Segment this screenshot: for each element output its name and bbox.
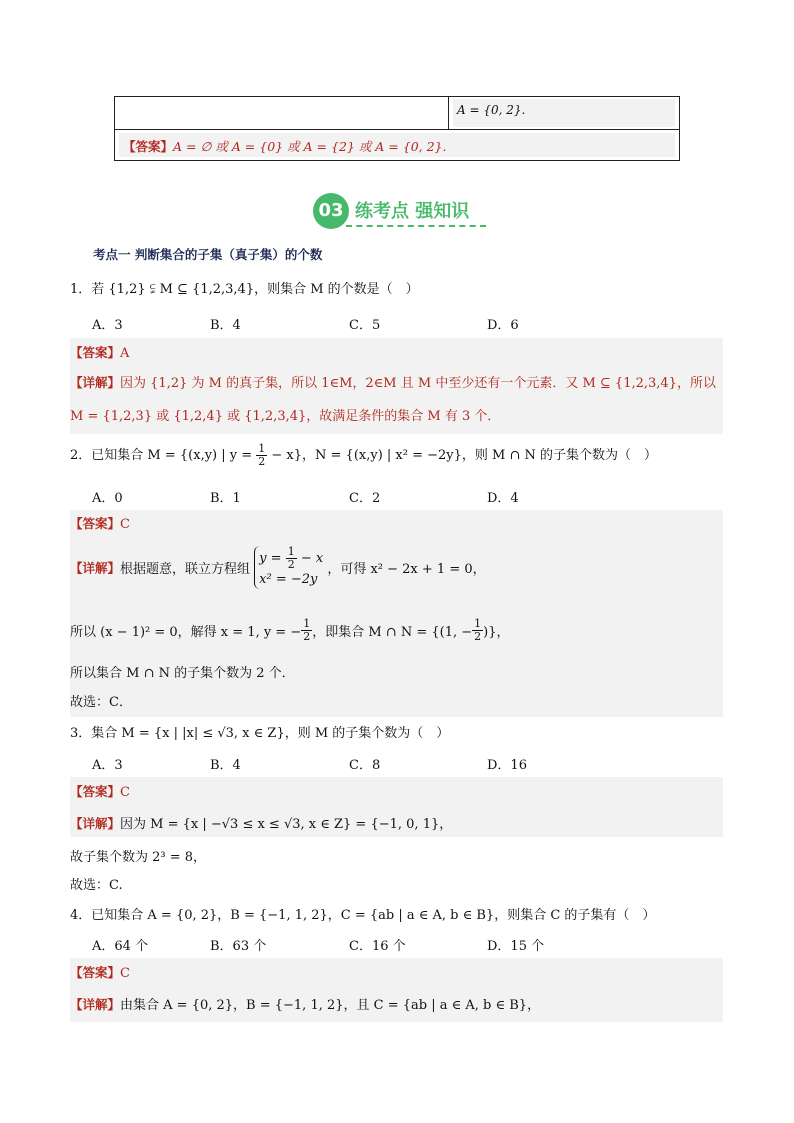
q2-line2-b: ，即集合 M ∩ N = {(1, − — [312, 625, 473, 640]
top-table — [114, 96, 680, 161]
q3-answer — [70, 782, 130, 800]
q2-detail-b: ，可得 x² − 2x + 1 = 0， — [327, 562, 486, 577]
section-title: 练考点 强知识 — [355, 201, 470, 222]
q2-option-d: D．4 — [487, 491, 519, 506]
q2-line2-frac-2 — [472, 618, 483, 643]
answer-label: 【答案】 — [70, 345, 121, 360]
frac-den: 2 — [474, 630, 482, 643]
q2-stem-a: 2．已知集合 M = — [70, 448, 176, 463]
table-answer-text: A = ∅ 或 A = {0} 或 A = {2} 或 A = {0, 2}. — [173, 139, 447, 154]
q2-answer-value: C — [120, 517, 130, 532]
q3-stem: 3．集合 M = {x | |x| ≤ √3, x ∈ Z}，则 M 的子集个数为（ ） — [70, 726, 450, 741]
q2-option-c: C．2 — [349, 491, 381, 506]
q4-answer-value: C — [120, 966, 130, 981]
detail-label: 【详解】 — [70, 375, 121, 390]
q1-answer-value: A — [120, 346, 130, 361]
frac-num: 1 — [474, 617, 482, 630]
q3-detail-1 — [70, 813, 452, 832]
q4-option-b: B．63 个 — [210, 939, 267, 954]
q3-option-b: B．4 — [210, 758, 241, 773]
frac-den: 2 — [287, 558, 295, 571]
frac-num: 1 — [287, 545, 295, 558]
q2-stem — [70, 443, 657, 468]
q4-option-a: A．64 个 — [92, 939, 149, 954]
answer-label: 【答案】 — [70, 516, 121, 531]
q3-detail-text: 因为 M = {x | −√3 ≤ x ≤ √3, x ∈ Z} = {−1, 0, 1}， — [120, 817, 453, 832]
section-underline — [346, 225, 486, 227]
q2-stem-b: {(x,y) | y = — [179, 448, 257, 463]
q1-detail-2: M = {1,2,3} 或 {1,2,4} 或 {1,2,3,4}，故满足条件的集合 M 有 3 个． — [70, 409, 501, 424]
detail-label: 【详解】 — [70, 816, 121, 831]
sys-line-1 — [259, 546, 323, 571]
q2-detail-4: 故选：C． — [70, 695, 132, 710]
q2-detail-1 — [70, 546, 486, 589]
q1-detail-1 — [70, 372, 716, 391]
q2-answer — [70, 514, 130, 532]
detail-label: 【详解】 — [70, 560, 121, 576]
sys-line-2: x² = −2y — [259, 572, 318, 587]
q2-line2-frac-1 — [301, 618, 312, 643]
q4-stem: 4．已知集合 A = {0, 2}，B = {−1, 1, 2}，C = {ab | a ∈ A, b ∈ B}，则集合 C 的子集有（ ） — [70, 908, 656, 923]
q2-line2-c: )}， — [483, 625, 510, 640]
answer-label: 【答案】 — [70, 784, 121, 799]
q2-detail-a: 根据题意，联立方程组 — [120, 562, 251, 577]
table-divider-h — [115, 129, 679, 130]
q2-stem-c: − x}，N = {(x,y) | x² = −2y}，则 M ∩ N 的子集个数为（ ） — [267, 448, 658, 463]
sys-line-1-a: y = — [259, 551, 286, 566]
frac-den: 2 — [303, 630, 311, 643]
table-cell-text: A = {0, 2}. — [457, 103, 526, 117]
frac-num: 1 — [258, 442, 266, 455]
q4-answer — [70, 963, 130, 981]
q3-answer-value: C — [120, 785, 130, 800]
q2-option-a: A．0 — [92, 491, 123, 506]
q1-option-c: C．5 — [349, 318, 381, 333]
q2-option-b: B．1 — [210, 491, 241, 506]
topic-heading: 考点一 判断集合的子集（真子集）的个数 — [93, 247, 323, 262]
section-number-badge: 03 — [313, 193, 349, 229]
q1-option-d: D．6 — [487, 318, 519, 333]
q2-detail-3: 所以集合 M ∩ N 的子集个数为 2 个． — [70, 666, 295, 681]
q1-option-a: A．3 — [92, 318, 123, 333]
table-answer-row — [123, 137, 446, 155]
sys-fraction — [286, 546, 297, 571]
frac-num: 1 — [303, 617, 311, 630]
frac-den: 2 — [258, 455, 266, 468]
q3-option-a: A．3 — [92, 758, 123, 773]
q3-detail-2: 故子集个数为 2³ = 8， — [70, 850, 207, 865]
q3-option-c: C．8 — [349, 758, 381, 773]
q4-detail-text: 由集合 A = {0, 2}，B = {−1, 1, 2}，且 C = {ab | a ∈ A, b ∈ B}， — [120, 998, 541, 1013]
q2-solution-bg — [70, 510, 723, 717]
q3-option-d: D．16 — [487, 758, 527, 773]
q1-answer — [70, 343, 129, 361]
sys-line-1-b: − x — [296, 551, 324, 566]
q4-option-c: C．16 个 — [349, 939, 406, 954]
answer-label: 【答案】 — [123, 139, 174, 154]
q4-option-d: D．15 个 — [487, 939, 545, 954]
q2-equation-system — [254, 546, 323, 589]
answer-label: 【答案】 — [70, 965, 121, 980]
q1-stem: 1．若 {1,2} ⫋ M ⊆ {1,2,3,4}，则集合 M 的个数是（ ） — [70, 282, 419, 297]
q2-line2-a: 所以 (x − 1)² = 0，解得 x = 1, y = − — [70, 625, 302, 640]
table-divider-v — [448, 97, 449, 129]
q4-detail-1 — [70, 994, 540, 1013]
q1-option-b: B．4 — [210, 318, 241, 333]
detail-label: 【详解】 — [70, 997, 121, 1012]
q1-detail-1-text: 因为 {1,2} 为 M 的真子集，所以 1∈M，2∈M 且 M 中至少还有一个元素．又 M ⊆ {1,2,3,4}，所以 — [120, 376, 716, 391]
q3-detail-3: 故选：C. — [70, 878, 123, 893]
q2-fraction — [256, 443, 267, 468]
q2-detail-2 — [70, 618, 509, 643]
